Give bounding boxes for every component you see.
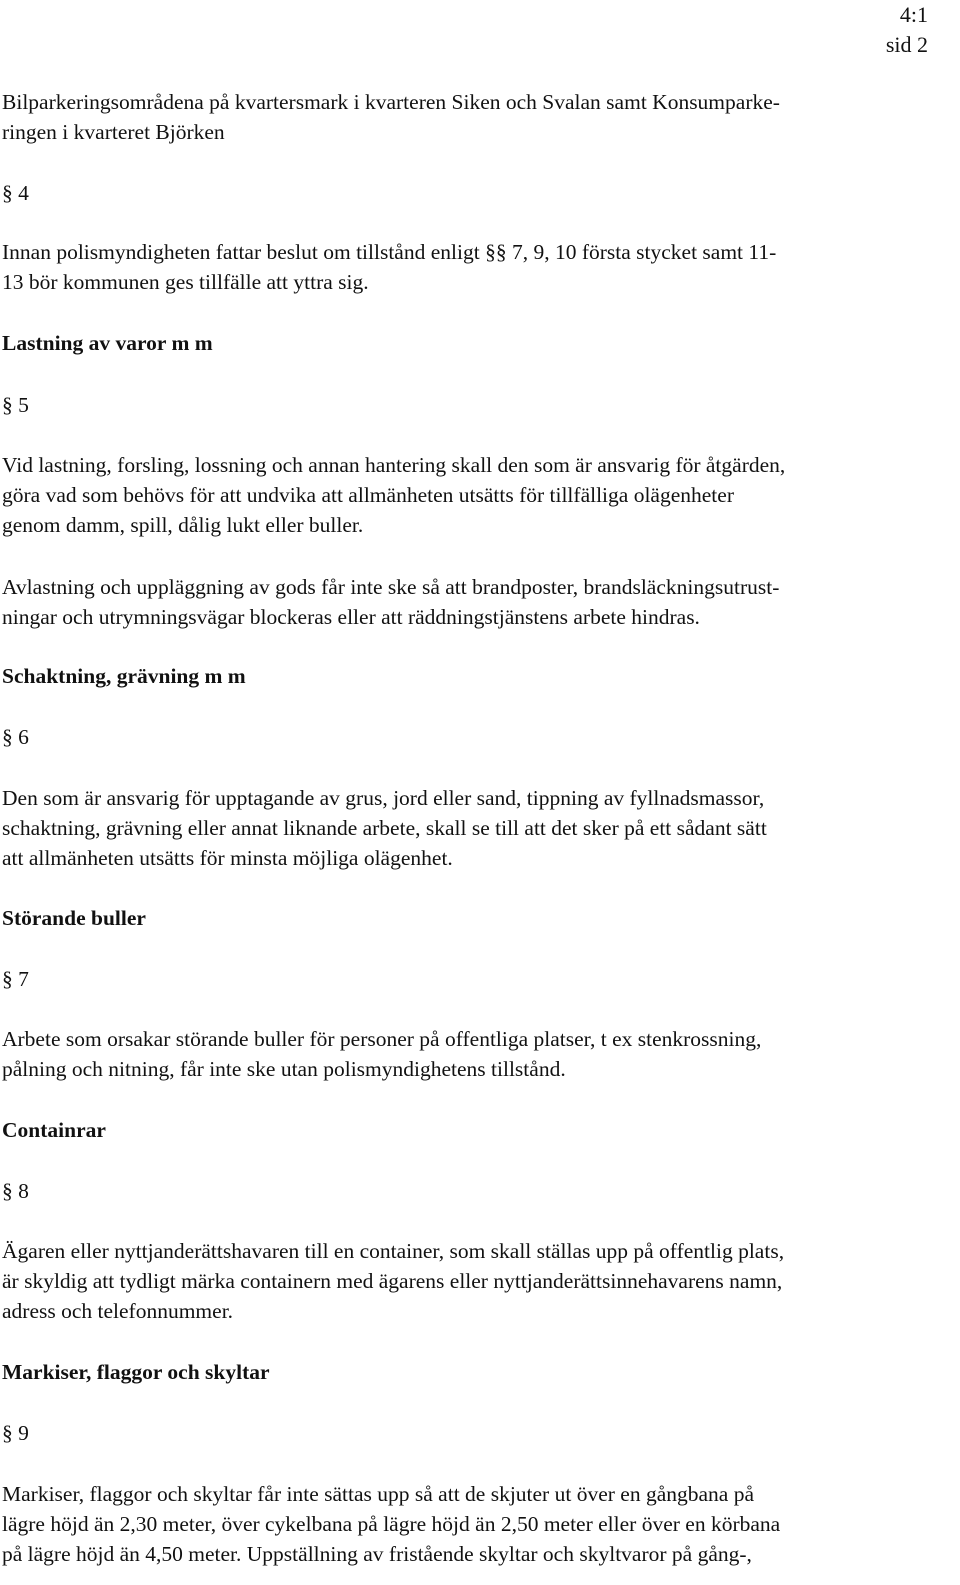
text-line: Den som är ansvarig för upptagande av grus, jord eller sand, tippning av fyllnadsmassor,	[2, 786, 765, 810]
section-5-paragraph-2	[2, 572, 950, 632]
intro-title-line: Bilparkeringsområdena på kvartersmark i kvarteren Siken och Svalan samt Konsumparke-	[2, 90, 780, 114]
page-reference	[886, 0, 928, 60]
page-number: sid 2	[885, 32, 928, 57]
section-4-text	[2, 237, 950, 297]
section-4-symbol: § 4	[2, 181, 29, 205]
section-7-heading: Störande buller	[2, 906, 146, 930]
text-line: Ägaren eller nyttjanderättshavaren till en container, som skall ställas upp på offentlig plats,	[2, 1239, 785, 1263]
section-7-paragraph	[2, 1024, 950, 1084]
text-line: Arbete som orsakar störande buller för personer på offentliga platser, t ex stenkrossning,	[2, 1027, 762, 1051]
intro-title-line: ringen i kvarteret Björken	[2, 120, 225, 144]
intro-title	[2, 87, 950, 147]
text-line: genom damm, spill, dålig lukt eller buller.	[2, 513, 364, 537]
section-8-heading: Containrar	[2, 1118, 106, 1142]
text-line: Markiser, flaggor och skyltar får inte sättas upp så att de skjuter ut över en gångbana på	[2, 1482, 754, 1506]
section-9-paragraph	[2, 1479, 950, 1569]
section-8-symbol: § 8	[2, 1179, 29, 1203]
text-line: göra vad som behövs för att undvika att allmänheten utsätts för tillfälliga olägenheter	[2, 483, 734, 507]
text-line: Innan polismyndigheten fattar beslut om tillstånd enligt §§ 7, 9, 10 första stycket samt 11-	[2, 240, 777, 264]
section-5-paragraph-1	[2, 450, 950, 540]
text-line: schaktning, grävning eller annat liknande arbete, skall se till att det sker på ett sådant sätt	[2, 816, 767, 840]
section-6-paragraph	[2, 783, 950, 873]
text-line: är skyldig att tydligt märka containern med ägarens eller nyttjanderättsinnehavarens namn,	[2, 1269, 783, 1293]
text-line: lägre höjd än 2,30 meter, över cykelbana på lägre höjd än 2,50 meter eller över en körbana	[2, 1512, 781, 1536]
text-line: att allmänheten utsätts för minsta möjliga olägenhet.	[2, 846, 453, 870]
text-line: adress och telefonnummer.	[2, 1299, 234, 1323]
section-9-heading: Markiser, flaggor och skyltar	[2, 1360, 270, 1384]
section-5-heading: Lastning av varor m m	[2, 331, 213, 355]
chapter-number: 4:1	[899, 2, 928, 27]
text-line: Vid lastning, forsling, lossning och annan hantering skall den som är ansvarig för åtgärden,	[2, 453, 786, 477]
text-line: på lägre höjd än 4,50 meter. Uppställning av fristående skyltar och skyltvaror på gång-,	[2, 1542, 752, 1566]
text-line: pålning och nitning, får inte ske utan polismyndighetens tillstånd.	[2, 1057, 566, 1081]
section-6-heading: Schaktning, grävning m m	[2, 664, 246, 688]
text-line: 13 bör kommunen ges tillfälle att yttra sig.	[2, 270, 369, 294]
section-6-symbol: § 6	[2, 725, 29, 749]
section-5-symbol: § 5	[2, 393, 29, 417]
text-line: ningar och utrymningsvägar blockeras eller att räddningstjänstens arbete hindras.	[2, 605, 700, 629]
section-7-symbol: § 7	[2, 967, 29, 991]
section-8-paragraph	[2, 1236, 950, 1326]
text-line: Avlastning och uppläggning av gods får inte ske så att brandposter, brandsläckningsutrust-	[2, 575, 780, 599]
section-9-symbol: § 9	[2, 1421, 29, 1445]
